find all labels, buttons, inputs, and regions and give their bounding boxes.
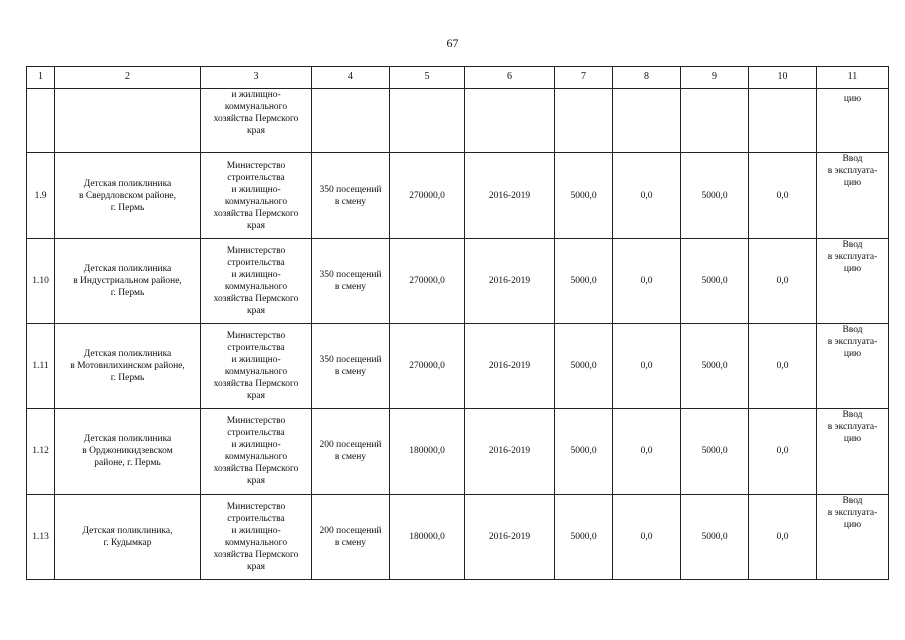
cost-cell: 270000,0 xyxy=(390,153,465,238)
header-cell: 3 xyxy=(201,67,312,89)
responsible-cell: Министерство строительства и жилищно- коммунального хозяйства Пермского края xyxy=(201,409,312,494)
responsible-cell: и жилищно- коммунального хозяйства Пермского края xyxy=(201,88,312,153)
table-cell xyxy=(390,88,465,153)
period-cell: 2016-2019 xyxy=(465,324,555,409)
table-cell xyxy=(465,88,555,153)
continuation-row xyxy=(27,88,889,153)
capacity-cell: 350 посещений в смену xyxy=(312,238,390,323)
header-cell: 7 xyxy=(555,67,613,89)
value-cell: 5000,0 xyxy=(555,153,613,238)
value-cell: 5000,0 xyxy=(681,238,749,323)
value-cell: 0,0 xyxy=(749,324,817,409)
result-cell: Ввод в эксплуата- цию xyxy=(817,324,889,409)
period-cell: 2016-2019 xyxy=(465,153,555,238)
table-row xyxy=(27,324,889,409)
object-name-cell: Детская поликлиника в Орджоникидзевском районе, г. Пермь xyxy=(55,409,201,494)
period-cell: 2016-2019 xyxy=(465,409,555,494)
table-header-row xyxy=(27,67,889,89)
period-cell: 2016-2019 xyxy=(465,494,555,579)
data-table xyxy=(26,66,889,580)
table-body xyxy=(27,153,889,580)
value-cell: 5000,0 xyxy=(555,409,613,494)
table-row xyxy=(27,238,889,323)
value-cell: 0,0 xyxy=(613,409,681,494)
table-cell xyxy=(555,88,613,153)
result-cell: Ввод в эксплуата- цию xyxy=(817,409,889,494)
value-cell: 0,0 xyxy=(613,238,681,323)
header-cell: 1 xyxy=(27,67,55,89)
table-cell xyxy=(749,88,817,153)
object-name-cell: Детская поликлиника в Свердловском районе, г. Пермь xyxy=(55,153,201,238)
table-cell xyxy=(613,88,681,153)
value-cell: 0,0 xyxy=(749,153,817,238)
responsible-cell: Министерство строительства и жилищно- коммунального хозяйства Пермского края xyxy=(201,153,312,238)
value-cell: 0,0 xyxy=(749,238,817,323)
table-cell xyxy=(27,88,55,153)
capacity-cell: 350 посещений в смену xyxy=(312,324,390,409)
header-cell: 9 xyxy=(681,67,749,89)
row-number-cell: 1.12 xyxy=(27,409,55,494)
table-row xyxy=(27,494,889,579)
value-cell: 0,0 xyxy=(749,409,817,494)
value-cell: 5000,0 xyxy=(555,494,613,579)
cost-cell: 180000,0 xyxy=(390,409,465,494)
value-cell: 5000,0 xyxy=(555,238,613,323)
page-number: 67 xyxy=(446,36,459,50)
value-cell: 5000,0 xyxy=(681,153,749,238)
responsible-cell: Министерство строительства и жилищно- коммунального хозяйства Пермского края xyxy=(201,494,312,579)
value-cell: 0,0 xyxy=(613,494,681,579)
row-number-cell: 1.10 xyxy=(27,238,55,323)
cost-cell: 180000,0 xyxy=(390,494,465,579)
cost-cell: 270000,0 xyxy=(390,238,465,323)
result-cell: цию xyxy=(817,88,889,153)
result-cell: Ввод в эксплуата- цию xyxy=(817,494,889,579)
header-cell: 11 xyxy=(817,67,889,89)
capacity-cell: 350 посещений в смену xyxy=(312,153,390,238)
responsible-cell: Министерство строительства и жилищно- коммунального хозяйства Пермского края xyxy=(201,324,312,409)
value-cell: 5000,0 xyxy=(681,494,749,579)
value-cell: 0,0 xyxy=(613,153,681,238)
object-name-cell: Детская поликлиника в Мотовилихинском районе, г. Пермь xyxy=(55,324,201,409)
period-cell: 2016-2019 xyxy=(465,238,555,323)
table-cell xyxy=(681,88,749,153)
table-row xyxy=(27,409,889,494)
value-cell: 0,0 xyxy=(613,324,681,409)
row-number-cell: 1.9 xyxy=(27,153,55,238)
value-cell: 5000,0 xyxy=(681,324,749,409)
table-cell xyxy=(55,88,201,153)
header-cell: 6 xyxy=(465,67,555,89)
table-row xyxy=(27,153,889,238)
result-cell: Ввод в эксплуата- цию xyxy=(817,238,889,323)
row-number-cell: 1.13 xyxy=(27,494,55,579)
object-name-cell: Детская поликлиника в Индустриальном районе, г. Пермь xyxy=(55,238,201,323)
result-cell: Ввод в эксплуата- цию xyxy=(817,153,889,238)
table-cell xyxy=(312,88,390,153)
row-number-cell: 1.11 xyxy=(27,324,55,409)
cost-cell: 270000,0 xyxy=(390,324,465,409)
header-cell: 4 xyxy=(312,67,390,89)
header-cell: 10 xyxy=(749,67,817,89)
header-cell: 8 xyxy=(613,67,681,89)
object-name-cell: Детская поликлиника, г. Кудымкар xyxy=(55,494,201,579)
value-cell: 5000,0 xyxy=(555,324,613,409)
value-cell: 5000,0 xyxy=(681,409,749,494)
value-cell: 0,0 xyxy=(749,494,817,579)
capacity-cell: 200 посещений в смену xyxy=(312,409,390,494)
header-cell: 5 xyxy=(390,67,465,89)
responsible-cell: Министерство строительства и жилищно- коммунального хозяйства Пермского края xyxy=(201,238,312,323)
header-cell: 2 xyxy=(55,67,201,89)
capacity-cell: 200 посещений в смену xyxy=(312,494,390,579)
